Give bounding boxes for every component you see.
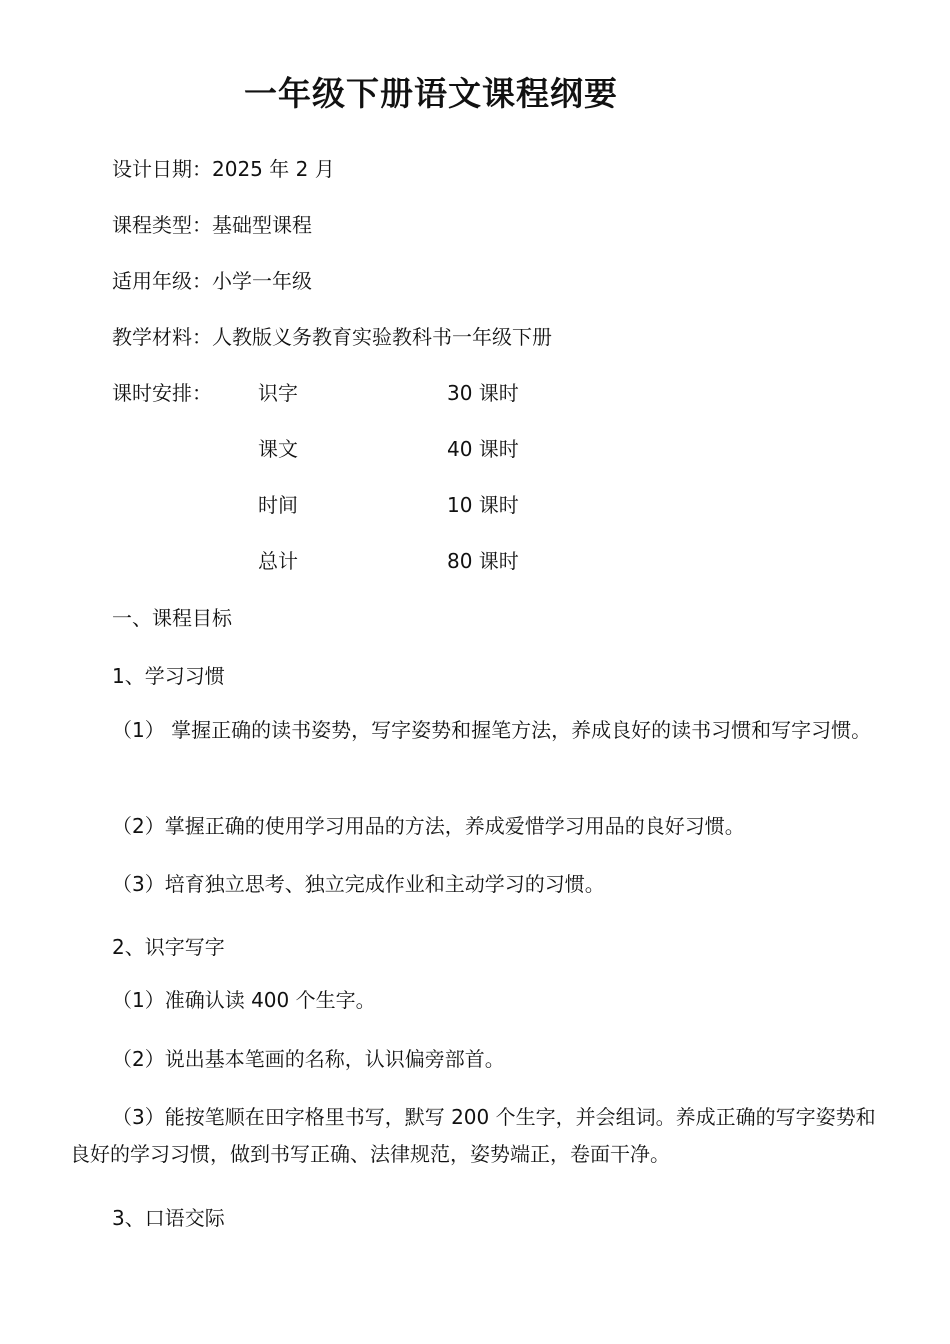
paragraph-literacy-2 [70,1041,885,1078]
course-type: 课程类型：基础型课程 [112,213,312,237]
section-heading-goals: 一、课程目标 [112,606,232,630]
subsection-heading-habits: 1、学习习惯 [112,664,225,688]
design-date: 设计日期：2025 年 2 月 [112,157,335,181]
paragraph-text: （2）说出基本笔画的名称，认识偏旁部首。 [112,1047,505,1071]
page-title: 一年级下册语文课程纲要 [244,74,618,113]
paragraph-text: （1）准确认读 400 个生字。 [112,988,376,1012]
paragraph-text: （3）培育独立思考、独立完成作业和主动学习的习惯。 [112,872,605,896]
schedule-row-hours: 30 课时 [447,381,519,405]
schedule-row-hours: 80 课时 [447,549,519,573]
paragraph-literacy-1 [70,982,885,1019]
applicable-grade: 适用年级：小学一年级 [112,269,312,293]
subsection-heading-literacy: 2、识字写字 [112,935,225,959]
paragraph-literacy-3 [70,1099,885,1173]
paragraph-text: （1） 掌握正确的读书姿势，写字姿势和握笔方法，养成良好的读书习惯和写字习惯。 [112,718,872,742]
subsection-heading-oral: 3、口语交际 [112,1206,225,1230]
schedule-row-hours: 10 课时 [447,493,519,517]
schedule-row-name: 识字 [258,381,298,405]
paragraph-habits-1 [70,712,885,749]
schedule-row-hours: 40 课时 [447,437,519,461]
schedule-row-name: 课文 [258,437,298,461]
schedule-label: 课时安排： [112,381,212,405]
paragraph-habits-2 [70,808,885,845]
schedule-row-name: 时间 [258,493,298,517]
teaching-materials: 教学材料：人教版义务教育实验教科书一年级下册 [112,325,552,349]
paragraph-text: （2）掌握正确的使用学习用品的方法，养成爱惜学习用品的良好习惯。 [112,814,745,838]
schedule-row-name: 总计 [258,549,298,573]
paragraph-text: （3）能按笔顺在田字格里书写，默写 200 个生字，并会组词。养成正确的写字姿势和良好的学习习惯，做到书写正确、法律规范，姿势端正，卷面干净。 [70,1105,876,1166]
paragraph-habits-3 [70,866,885,903]
